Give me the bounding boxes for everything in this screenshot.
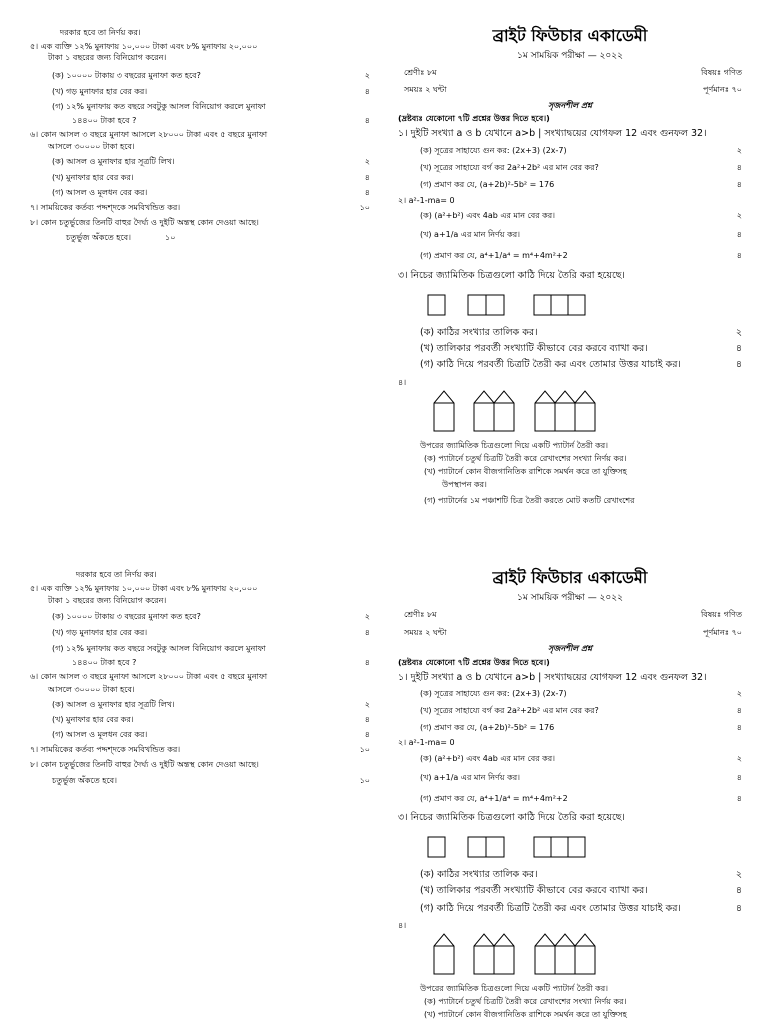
left-line: ৭। সাময়িকের কর্তব্য পদ্দশ্দকে সমবিখন্ডিত কর। ১০ [30, 745, 370, 754]
left-line: (খ) গড় মুনাফার হার বের কর। ৪ [52, 628, 370, 637]
q1-b: (খ) সূত্রের সাহায্যে বর্গ কর 2a²+2b² এর মান বের কর? ৪ [420, 706, 742, 715]
q4-stem: ৪। [398, 921, 407, 930]
square-1 [428, 837, 445, 857]
left-line: ১৪৪০০ টাকা হবে ? ৪ [72, 116, 370, 125]
left-line: (গ) আসল ও মূলধন বের কর। ৪ [52, 730, 370, 739]
class-label: শ্রেণীঃ ৮ম [404, 610, 437, 619]
q3-c: (গ) কাঠি দিয়ে পরবর্তী চিত্রটি তৈরী কর এবং তোমার উত্তর যাচাই কর। ৪ [420, 903, 742, 914]
house-3 [535, 934, 595, 974]
square-3 [534, 295, 585, 315]
house-pattern-figure [398, 387, 618, 433]
class-label: শ্রেণীঃ ৮ম [404, 68, 437, 77]
q1-stem: ১। দুইটি সংখ্যা a ও b যেখানে a>b | সংখ্যাদ্বয়ের যোগফল 12 এবং গুনফল 32। [398, 128, 707, 139]
left-line: ৫। এক ব্যক্তি ১২% মুনাফায় ১০,০০০ টাকা এবং ৮% মুনাফায় ২০,০০০ [30, 42, 258, 51]
house-2 [474, 934, 514, 974]
section-heading: সৃজনশীল প্রশ্ন [548, 644, 592, 653]
q4-stem: ৪। [398, 378, 407, 387]
q2-stem: ২। a²-1-ma= 0 [398, 738, 455, 747]
school-title: ব্রাইট ফিউচার একাডেমী [492, 26, 648, 45]
q2-a: (ক) (a²+b²) এবং 4ab এর মান বের কর। ২ [420, 211, 742, 220]
left-line: টাকা ১ বছরের জন্য বিনিয়োগ করেন। [48, 53, 167, 62]
left-line: ৬। কোন আসল ৩ বছরে মুনাফা আসলে ২৮০০০ টাকা এবং ৫ বছরে মুনাফা [30, 130, 268, 139]
exam-copy-bottom [0, 512, 768, 1024]
time-label: সময়ঃ ২ ঘন্টা [404, 628, 447, 637]
q2-b: (খ) a+1/a এর মান নির্ণয় কর। ৪ [420, 773, 742, 782]
q4-b: (খ) প্যাটার্নে কোন বীজগানিতিক রাশিকে সমর্থন করে তা যুক্তিসহ [424, 467, 627, 476]
left-line: (খ) গড় মুনাফার হার বের কর। ৪ [52, 87, 370, 96]
q3-c: (গ) কাঠি দিয়ে পরবর্তী চিত্রটি তৈরী কর এবং তোমার উত্তর যাচাই কর। ৪ [420, 359, 742, 370]
section-heading: সৃজনশীল প্রশ্ন [548, 101, 592, 110]
q2-c: (গ) প্রমাণ কর যে, a⁴+1/a⁴ = m⁴+4m²+2 ৪ [420, 251, 742, 260]
full-marks-label: পূর্ণমানঃ ৭০ [702, 628, 742, 637]
q2-a: (ক) (a²+b²) এবং 4ab এর মান বের কর। ২ [420, 754, 742, 763]
left-line: আসলে ৩০০০০ টাকা হবে। [48, 142, 135, 151]
q3-b: (খ) তালিকার পরবর্তী সংখ্যাটি কীভাবে বের করবে ব্যাখা কর। ৪ [420, 885, 742, 896]
house-2 [474, 391, 514, 431]
q4-b: (খ) প্যাটার্নে কোন বীজগানিতিক রাশিকে সমর্থন করে তা যুক্তিসহ [424, 1010, 627, 1019]
q1-c: (গ) প্রমাণ কর যে, (a+2b)²-5b² = 176 ৪ [420, 723, 742, 732]
left-line: টাকা ১ বছরের জন্য বিনিয়োগ করেন। [48, 596, 167, 605]
q3-a: (ক) কাঠির সংখ্যার তালিক কর। ২ [420, 869, 742, 880]
left-line: (খ) মুনাফার হার বের কর। ৪ [52, 715, 370, 724]
left-line: (ক) আসল ও মুনাফার হার সূত্রটি লিখ। ২ [52, 157, 370, 166]
left-line: ৭। সাময়িকের কর্তব্য পদ্দশ্দকে সমবিখন্ডিত কর। ১০ [30, 203, 370, 212]
left-line: (ক) আসল ও মুনাফার হার সূত্রটি লিখ। ২ [52, 700, 370, 709]
q2-stem: ২। a²-1-ma= 0 [398, 196, 455, 205]
q3-a: (ক) কাঠির সংখ্যার তালিক কর। ২ [420, 327, 742, 338]
house-1 [434, 934, 454, 974]
instruction-note: (দ্রষ্টব্যঃ যেকোনো ৭টি প্রশ্নের উত্তর দিতে হবে।) [398, 114, 550, 123]
q3-stem: ৩। নিচের জ্যামিতিক চিত্রগুলো কাঠি দিয়ে তৈরি করা হয়েছে। [398, 812, 625, 823]
left-line: (ক) ১০০০০ টাকায় ৩ বছরের মুনাফা কত হবে? ২ [52, 612, 370, 621]
q3-b: (খ) তালিকার পরবর্তী সংখ্যাটি কীভাবে বের করবে ব্যাখা কর। ৪ [420, 343, 742, 354]
full-marks-label: পূর্ণমানঃ ৭০ [702, 85, 742, 94]
left-line: (গ) ১২% মুনাফায় কত বছরে সবটুকু আসল বিনিয়োগ করলে মুনাফা [52, 644, 266, 653]
left-line: ৮। কোন চতুর্ভুজের তিনটি বাহুর দৈর্ঘ্য ও দুইটি অন্তস্থ কোন দেওয়া আছে। [30, 218, 259, 227]
subject-label: বিষয়ঃ গণিত [700, 68, 742, 77]
left-line: ৮। কোন চতুর্ভুজের তিনটি বাহুর দৈর্ঘ্য ও দুইটি অন্তস্থ কোন দেওয়া আছে। [30, 760, 259, 769]
q1-c: (গ) প্রমাণ কর যে, (a+2b)²-5b² = 176 ৪ [420, 180, 742, 189]
left-line: আসলে ৩০০০০ টাকা হবে। [48, 685, 135, 694]
q4-intro: উপরের জ্যামিতিক চিত্রগুলো দিয়ে একটি প্যাটার্ন তৈরী কর। [420, 441, 609, 450]
exam-subtitle: ১ম সাময়িক পরীক্ষা — ২০২২ [517, 51, 623, 61]
q1-stem: ১। দুইটি সংখ্যা a ও b যেখানে a>b | সংখ্যাদ্বয়ের যোগফল 12 এবং গুনফল 32। [398, 672, 707, 683]
left-line: ৬। কোন আসল ৩ বছরে মুনাফা আসলে ২৮০০০ টাকা এবং ৫ বছরে মুনাফা [30, 672, 268, 681]
exam-subtitle: ১ম সাময়িক পরীক্ষা — ২০২২ [517, 593, 623, 603]
subject-label: বিষয়ঃ গণিত [700, 610, 742, 619]
q4-b-cont: উপস্থাপন কর। [442, 480, 487, 489]
q1-b: (খ) সূত্রের সাহায্যে বর্গ কর 2a²+2b² এর মান বের কর? ৪ [420, 163, 742, 172]
q2-b: (খ) a+1/a এর মান নির্ণয় কর। ৪ [420, 230, 742, 239]
house-3 [535, 391, 595, 431]
left-line: দরকার হবে তা নির্ণয় কর। [60, 28, 141, 37]
left-line: (গ) আসল ও মূলধন বের কর। ৪ [52, 188, 370, 197]
square-3 [534, 837, 585, 857]
q4-a: (ক) প্যাটার্নে চতুর্থ চিত্রটি তৈরী করে রেখাংশের সংখ্যা নির্ণয় কর। [424, 997, 627, 1006]
left-line: ১৪৪০০ টাকা হবে ? ৪ [72, 658, 370, 667]
instruction-note: (দ্রষ্টব্যঃ যেকোনো ৭টি প্রশ্নের উত্তর দিতে হবে।) [398, 658, 550, 667]
q4-a: (ক) প্যাটার্নে চতুর্থ চিত্রটি তৈরী করে রেখাংশের সংখ্যা নির্ণয় কর। [424, 454, 627, 463]
house-1 [434, 391, 454, 431]
square-1 [428, 295, 445, 315]
q2-c: (গ) প্রমাণ কর যে, a⁴+1/a⁴ = m⁴+4m²+2 ৪ [420, 794, 742, 803]
left-line: (গ) ১২% মুনাফায় কত বছরে সবটুকু আসল বিনিয়োগ করলে মুনাফা [52, 102, 266, 111]
house-pattern-figure [398, 930, 618, 976]
q1-a: (ক) সূত্রের সাহায্যে গুন কর: (2x+3) (2x-7) ২ [420, 146, 742, 155]
school-title: ব্রাইট ফিউচার একাডেমী [492, 568, 648, 587]
q3-stem: ৩। নিচের জ্যামিতিক চিত্রগুলো কাঠি দিয়ে তৈরি করা হয়েছে। [398, 270, 625, 281]
left-line: (ক) ১০০০০ টাকায় ৩ বছরের মুনাফা কত হবে? ২ [52, 71, 370, 80]
q1-a: (ক) সূত্রের সাহায্যে গুন কর: (2x+3) (2x-7) ২ [420, 689, 742, 698]
q4-c: (গ) প্যাটার্নের ১ম পঞ্চাশটি চিত্র তৈরী করতে মোট কতটি রেখাংশের [424, 496, 635, 505]
matchstick-squares-figure [398, 292, 598, 318]
left-line: চতুর্ভুজ অঁকতে হবে। ১০ [66, 233, 176, 242]
left-line: দরকার হবে তা নির্ণয় কর। [76, 570, 157, 579]
time-label: সময়ঃ ২ ঘন্টা [404, 85, 447, 94]
left-line: ৫। এক ব্যক্তি ১২% মুনাফায় ১০,০০০ টাকা এবং ৮% মুনাফায় ২০,০০০ [30, 584, 258, 593]
left-line: চতুর্ভুজ অঁকতে হবে। ১০ [52, 776, 370, 785]
left-line: (খ) মুনাফার হার বের কর। ৪ [52, 173, 370, 182]
matchstick-squares-figure [398, 834, 598, 860]
q4-intro: উপরের জ্যামিতিক চিত্রগুলো দিয়ে একটি প্যাটার্ন তৈরী কর। [420, 984, 609, 993]
